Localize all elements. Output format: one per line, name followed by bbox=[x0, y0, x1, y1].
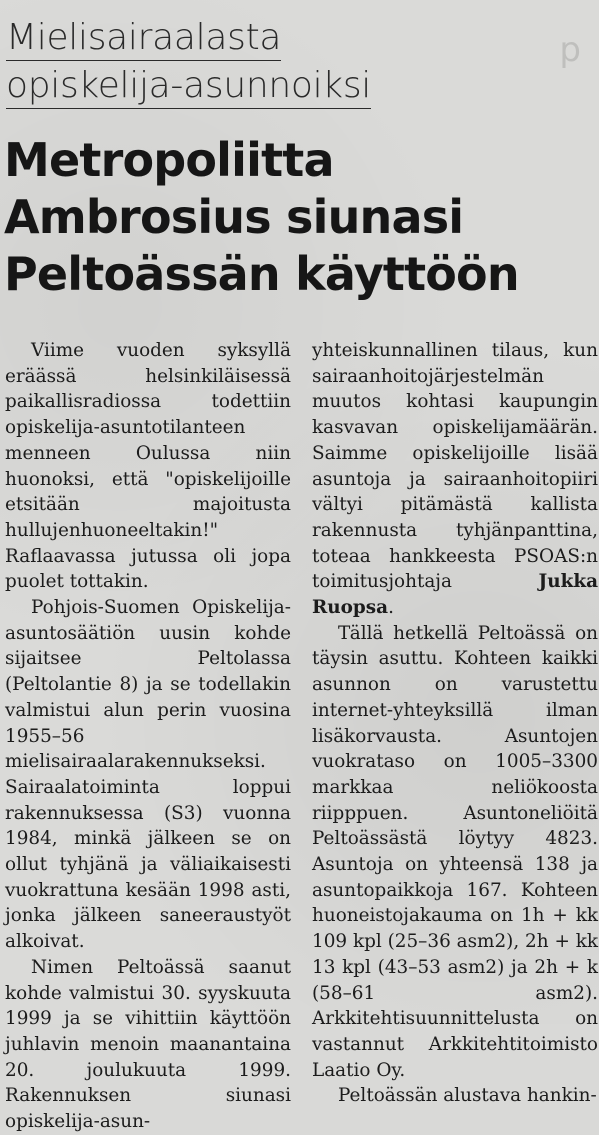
paragraph-end: . bbox=[388, 597, 394, 619]
kicker-line-1: Mielisairaalasta bbox=[6, 16, 281, 61]
headline-line-2: Ambrosius siunasi bbox=[4, 190, 464, 244]
kicker-line-2: opiskelija-asunnoiksi bbox=[6, 64, 371, 109]
headline-line-3: Peltoässän käyttöön bbox=[4, 247, 519, 301]
paragraph-text: yhteiskunnallinen tilaus, kun sairaanhoitojärjestelmän muutos kohtasi kaupungin kasvavan opiskelijamäärän. Saimme opiskelijoille lisää asuntoja ja sairaanhoitopiiri vältyi pitämästä kallista rakennusta tyhjänpanttina, toteaa hankkeesta PSOAS:n toimitusjohtaja bbox=[312, 340, 598, 593]
paragraph: Viime vuoden syksyllä eräässä helsinkiläisessä paikallisradiossa todettiin opiskelija-asuntotilanteen menneen Oulussa niin huonoksi, että "opiskelijoille etsitään majoitusta hullujenhuoneeltakin!" Raflaavassa jutussa oli jopa puolet tottakin. bbox=[5, 340, 291, 593]
bleed-through-mark: p bbox=[559, 30, 581, 70]
headline bbox=[4, 132, 519, 303]
headline-line-1: Metropoliitta bbox=[4, 133, 334, 187]
paragraph: Tällä hetkellä Peltoässä on täysin asuttu. Kohteen kaikki asunnon on varustettu internet-yhteyksillä ilman lisäkorvausta. Asuntojen vuokrataso on 1005–3300 markkaa neliökoosta riipppuen. Asuntoneliöitä Peltoässästä löytyy 4823. Asuntoja on yhteensä 138 ja asuntopaikkoja 167. Kohteen huoneistojakauma on 1h + kk 109 kpl (25–36 asm2), 2h + kk 13 kpl (43–53 asm2) ja 2h + k (58–61 asm2). Arkkitehtisuunnittelusta on vastannut Arkkitehtitoimisto Laatio Oy. bbox=[312, 622, 598, 1081]
body-column-right bbox=[312, 338, 598, 1109]
body-column-left bbox=[5, 338, 291, 1135]
paragraph: Pohjois-Suomen Opiskelija-asuntosäätiön uusin kohde sijaitsee Peltolassa (Peltolantie 8) ja se todellakin valmistui alun perin vuosina 1955–56 mielisairaalarakennukseksi. Sairaalatoiminta loppui rakennuksessa (S3) vuonna 1984, minkä jälkeen se on ollut tyhjänä ja väliaikaisesti vuokrattuna kesään 1998 asti, jonka jälkeen saneeraustyöt alkoivat. bbox=[5, 597, 291, 953]
paragraph: Nimen Peltoässä saanut kohde valmistui 30. syyskuuta 1999 ja se vihittiin käyttöön juhlavin menoin maanantaina 20. joulukuuta 1999. Rakennuksen siunasi opiskelija-asun- bbox=[5, 956, 291, 1133]
person-name: Jukka Ruopsa bbox=[312, 571, 598, 619]
paragraph: Peltoässän alustava hankin- bbox=[338, 1085, 597, 1107]
kicker bbox=[6, 14, 371, 110]
paragraph bbox=[312, 338, 598, 621]
